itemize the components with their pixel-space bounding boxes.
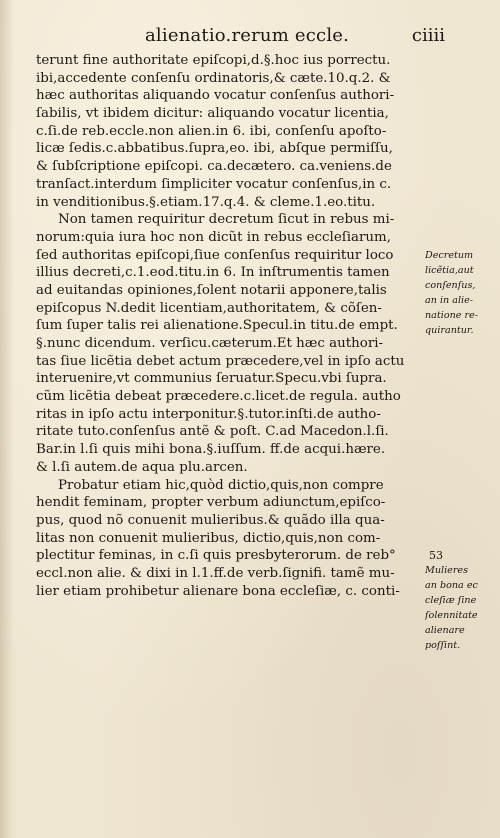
text-line: pus, quod nõ conuenit mulieribus.& quãdo illa qua- <box>36 512 385 528</box>
page-edge-shadow <box>0 0 14 838</box>
text-line: terunt fine authoritate epiſcopi,d.§.hoc ius porrectu. <box>36 53 391 68</box>
margin-note-line: Decretum <box>425 250 474 261</box>
margin-note-line: Mulieres <box>425 565 469 576</box>
margin-note-decretum <box>425 248 495 338</box>
margin-note-line: cleſiæ ſine <box>425 595 477 606</box>
text-line: & l.ſi autem.de aqua plu.arcen. <box>36 459 248 475</box>
text-line: & ſubſcriptione epiſcopi. ca.decætero. ca.veniens.de <box>36 159 392 175</box>
margin-note-line: ſolennitate <box>425 610 478 621</box>
text-line: ſum ſuper talis rei alienatione.Specul.in titu.de empt. <box>36 318 398 334</box>
text-line: plectitur feminas, in c.ſi quis presbyterorum. de reb° <box>36 548 396 564</box>
main-text-block <box>36 52 432 600</box>
page-header <box>145 25 445 49</box>
text-line: epiſcopus N.dedit licentiam,authoritatem, & cõſen- <box>36 300 382 316</box>
margin-note-mulieres <box>425 548 495 653</box>
text-line: illius decreti,c.1.eod.titu.in 6. In inſtrumentis tamen <box>36 265 390 281</box>
folio-number: ciiii <box>411 25 445 46</box>
text-line: Probatur etiam hic,quòd dictio,quis,non compre <box>58 477 384 493</box>
margin-note-line: natione re- <box>425 310 479 321</box>
margin-note-line: an bona ec <box>425 580 478 591</box>
margin-note-line: conſenſus, <box>425 280 476 291</box>
text-line: eccl.non alie. & dixi in l.1.ff.de verb.ſignifi. tamẽ mu- <box>36 565 395 581</box>
text-line: hendit feminam, propter verbum adiunctum,epiſco- <box>36 495 386 511</box>
text-line: ad euitandas opiniones,ſolent notarii apponere,talis <box>36 282 387 298</box>
margin-note-line: licẽtia,aut <box>425 265 474 276</box>
text-line: lier etiam prohibetur alienare bona eccleſiæ, c. conti- <box>36 583 400 599</box>
text-line: licæ ſedis.c.abbatibus.ſupra,eo. ibi, abſque permiſſu, <box>36 141 393 157</box>
text-line: ſed authoritas epiſcopi,ſiue conſenſus requiritur loco <box>36 247 394 263</box>
text-line: c.ſi.de reb.eccle.non alien.in 6. ibi, conſenſu apoſto- <box>36 123 387 139</box>
text-line: interuenire,vt communius ſeruatur.Specu.vbi ſupra. <box>36 371 387 387</box>
text-line: ritate tuto.conſenſus antẽ & poſt. C.ad Macedon.l.ſi. <box>36 424 389 440</box>
margin-note-line: alienare <box>425 625 465 636</box>
text-line: tranſact.interdum ſimpliciter vocatur conſenſus,in c. <box>36 176 392 192</box>
text-line: ritas in ipſo actu interponitur.§.tutor.inſti.de autho- <box>36 406 381 422</box>
margin-note-number: 53 <box>429 549 443 562</box>
text-line: §.nunc dicendum. verſicu.cæterum.Et hæc authori- <box>36 336 384 351</box>
text-line: tas ſiue licẽtia debet actum præcedere,vel in ipſo actu <box>36 353 405 369</box>
text-line: litas non conuenit mulieribus, dictio,quis,non com- <box>36 530 381 546</box>
text-line: in venditionibus.§.etiam.17.q.4. & cleme.1.eo.titu. <box>36 194 376 210</box>
text-line: norum:quia iura hoc non dicũt in rebus eccleſiarum, <box>36 229 391 245</box>
text-line: cũm licẽtia debeat præcedere.c.licet.de regula. autho <box>36 389 401 405</box>
margin-note-line: quirantur. <box>425 325 474 336</box>
text-line: Bar.in l.ſi quis mihi bona.§.iuſſum. ff.de acqui.hære. <box>36 442 386 458</box>
text-line: ibi,accedente conſenſu ordinatoris,& cæte.10.q.2. & <box>36 70 391 86</box>
margin-note-line: poſſint. <box>425 640 461 651</box>
text-line: hæc authoritas aliquando vocatur conſenſus authori- <box>36 88 395 104</box>
running-title: alienatio.rerum eccle. <box>145 25 350 46</box>
text-line: Non tamen requiritur decretum ſicut in rebus mi- <box>58 212 395 228</box>
margin-note-line: an in alie- <box>425 295 474 306</box>
text-line: ſabilis, vt ibidem dicitur: aliquando vocatur licentia, <box>36 106 389 122</box>
